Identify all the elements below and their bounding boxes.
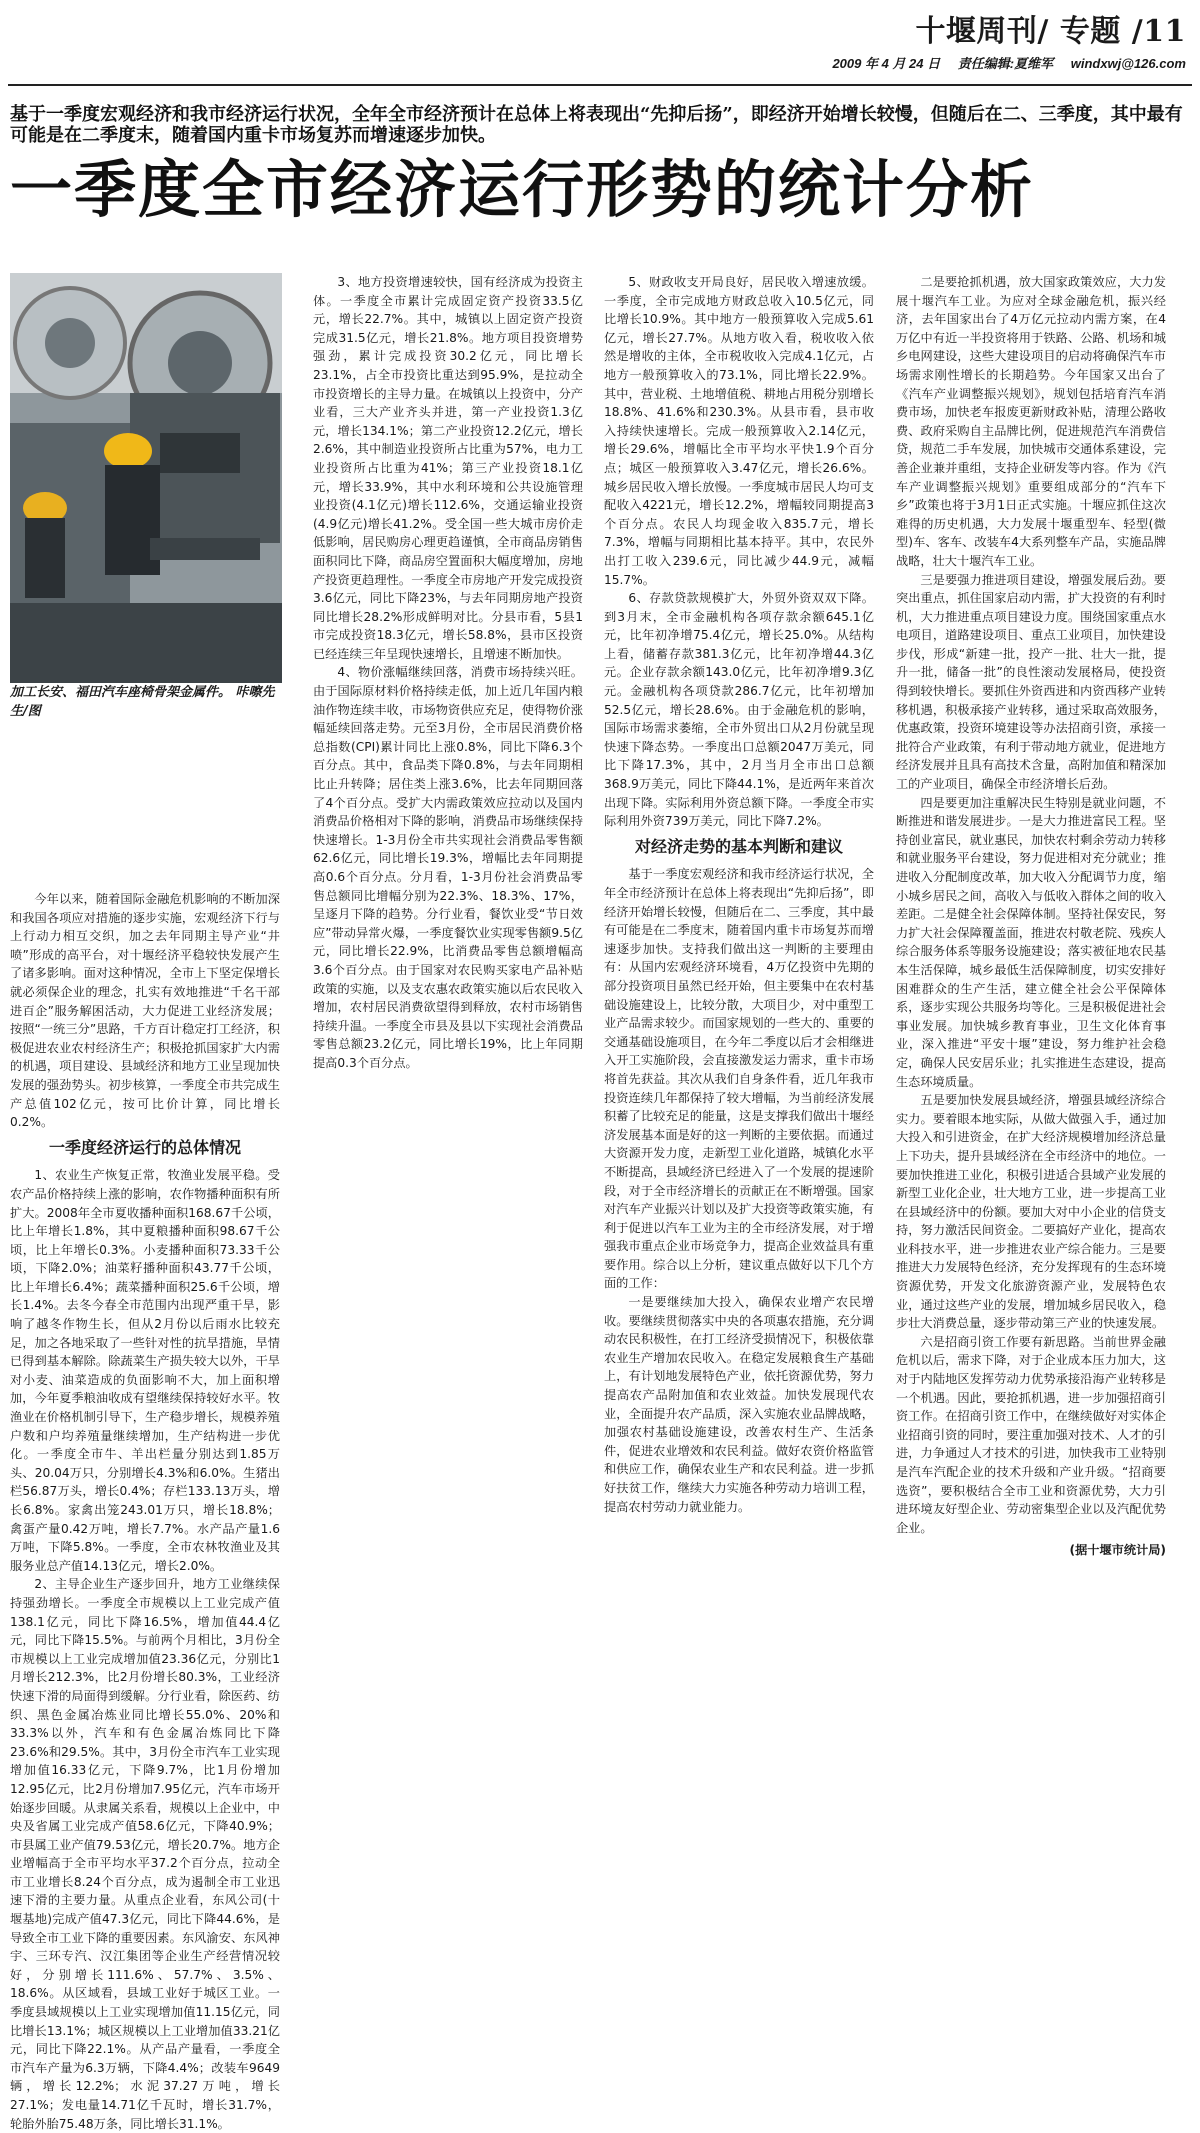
paragraph-finance: 5、财政收支开局良好，居民收入增速放缓。一季度，全市完成地方财政总收入10.5亿元，同比增长10.9%。其中地方一般预算收入完成5.61亿元，增长27.7%。从地方收入看，税收收入依然是增收的主体，全市税收收入完成4.1亿元，占地方一般预算收入的73.1%，同比增长22.9%。其中，营业税、土地增值税、耕地占用税分别增长18.8%、41.6%和230.3%。从县市看，县市收入持续快速增长。完成一般预算收入2.14亿元，增长29.6%，增幅比全市平均水平快1.9个百分点；城区一般预算收入3.47亿元，增长26.6%。城乡居民收入增长放慢。一季度城市居民人均可支配收入4221元，增长12.2%，增幅较同期提高3个百分点。农民人均现金收入835.7元，增长7.3%，增幅与同期相比基本持平。其中，农民外出打工收入239.6元，同比减少44.9元，减幅15.7%。 bbox=[604, 275, 874, 587]
paragraph-judgement: 基于一季度宏观经济和我市经济运行状况，全年全市经济预计在总体上将表现出“先抑后扬”，即经济开始增长较慢，但随后在二、三季度，其中最有可能是在二季度末，随着国内重卡市场复苏而增速逐步加快。支持我们做出这一判断的主要理由有：从国内宏观经济环境看，4万亿投资中先期的部分投资项目虽然已经开始，但主要集中在农村基础设施建设上，比较分散，大项目少，对中重型工业产品需求较少。而国家规划的一些大的、重要的交通基础设施项目，在今年二季度以后才会相继进入开工实施阶段，会直接激发运力需求，重卡市场将首先获益。其次从我们自身条件看，近几年我市投资连续几年都保持了较大增幅，为当前经济发展积蓄了比较充足的能量，这是支撑我们做出十堰经济发展基本面是好的这一判断的主要依据。而通过大资源开发力度，走新型工业化道路，城镇化水平不断提高，县域经济已经进入了一个发展的提速阶段，对于全市经济增长的贡献正在不断增强。国家对汽车产业振兴计划以及扩大投资等政策实施，有利于促进以汽车工业为主的全市经济发展，对于增强我市重点企业市场竞争力，提高企业效益具有重要作用。综合以上分析，建议重点做好以下几个方面的工作： bbox=[604, 867, 874, 1291]
header-rule bbox=[8, 84, 1192, 86]
factory-photo bbox=[10, 273, 282, 683]
article-deck: 基于一季度宏观经济和我市经济运行状况，全年全市经济预计在总体上将表现出“先抑后扬”，即经济开始增长较慢，但随后在二、三季度，其中最有可能是在二季度末，随着国内重卡市场复苏而增速逐步加快。 bbox=[10, 104, 1183, 146]
paragraph-deposits: 6、存款贷款规模扩大，外贸外资双双下降。到3月末，全市金融机构各项存款余额645.1亿元，比年初净增75.4亿元，增长25.0%。从结构上看，储蓄存款381.3亿元，比年初净增44.3亿元。企业存款余额143.0亿元，比年初净增9.3亿元。金融机构各项贷款286.7亿元，比年初增加52.5亿元，增长28.6%。由于金融危机的影响，国际市场需求萎缩，全市外贸出口从2月份就呈现快速下降态势。一季度出口总额2047万美元，同比下降17.3%，其中，2月当月全市出口总额368.9万美元，同比下降44.1%，是近两年来首次出现下降。实际利用外资总额下降。一季度全市实际利用外资739万美元，同比下降7.2%。 bbox=[604, 591, 874, 829]
column-3 bbox=[604, 273, 874, 1735]
paragraph-prices: 4、物价涨幅继续回落，消费市场持续兴旺。由于国际原材料价格持续走低，加上近几年国内粮油作物连续丰收，市场物资供应充足，使得物价涨幅延续回落走势。元至3月份，全市居民消费价格总指数(CPI)累计同比上涨0.8%，同比下降6.3个百分点。其中，食品类下降0.8%，与去年同期相比止升转降；居住类上涨3.6%，比去年同期回落了4个百分点。受扩大内需政策效应拉动以及国内消费品价格相对下降的影响，消费品市场继续保持快速增长。1-3月份全市共实现社会消费品零售额62.6亿元，同比增长19.3%，增幅比去年同期提高0.6个百分点。分月看，1-3月份社会消费品零售总额同比增幅分别为22.3%、18.3%、17%，呈逐月下降的趋势。分行业看，餐饮业受“节日效应”带动异常火爆，一季度餐饮业实现零售额9.5亿元，同比增长22.9%，比消费品零售总额增幅高3.6个百分点。由于国家对农民购买家电产品补贴政策的实施，以及支农惠农政策实施以后农民收入增加，农村居民消费欲望得到释放，农村市场销售持续升温。一季度全市县及县以下实现社会消费品零售总额23.2亿元，同比增长19%，比上年同期提高0.3个百分点。 bbox=[313, 665, 583, 1070]
article-headline: 一季度全市经济运行形势的统计分析 bbox=[10, 153, 1035, 226]
paragraph-livelihood-advice: 四是要更加注重解决民生特别是就业问题，不断推进和谐发展进步。一是大力推进富民工程。坚持创业富民，就业惠民，加快农村剩余劳动力转移和就业服务平台建设，努力促进相对充分就业；推进收入分配制度改革，加大收入分配调节力度，缩小城乡居民之间，高收入与低收入群体之间的收入差距。二是健全社会保障体制。坚持社保安民，努力扩大社会保障覆盖面，推进农村敬老院、残疾人综合服务体系等服务设施建设；落实被征地农民基本生活保障，城乡最低生活保障制度，切实安排好困难群众的生产生活，建立健全社会公平保障体系，逐步实现公共服务均等化。三是积极促进社会事业发展。加快城乡教育事业，卫生文化体育事业，深入推进“平安十堰”建设，努力维护社会稳定，确保人民安居乐业；扎实推进生态建设，提高生态环境质量。 bbox=[896, 795, 1166, 1089]
paragraph-agri-advice: 一是要继续加大投入，确保农业增产农民增收。要继续贯彻落实中央的各项惠农措施，充分调动农民积极性，在打工经济受损情况下，积极依靠农业生产增加农民收入。在稳定发展粮食生产基础上，有计划地发展特色产业，依托资源优势，努力提高农产品附加值和农业效益。加快发展现代农业，全面提升农产品质，深入实施农业品牌战略，加强农村基础设施建设，改善农村生产、生活条件，促进农业增效和农民利益。做好农资价格监管和供应工作，确保农业生产和农民利益。进一步抓好扶贫工作，继续大力实施各种劳动力培训工程，提高农村劳动力就业能力。 bbox=[604, 1295, 874, 1514]
paragraph-agriculture: 1、农业生产恢复正常，牧渔业发展平稳。受农产品价格持续上涨的影响，农作物播种面积有所扩大。2008年全市夏收播种面积168.67千公顷，比上年增长1.8%，其中夏粮播种面积98.67千公顷，比上年增长0.3%。小麦播种面积73.33千公顷，下降2.0%；油菜籽播种面积43.77千公顷，比上年增长6.4%；蔬菜播种面积25.6千公顷，增长1.4%。去冬今春全市范围内出现严重干旱，影响了越冬作物生长，但从2月份以后雨水比较充足，加之各地采取了一些针对性的抗旱措施，旱情已得到基本解除。除蔬菜生产损失较大以外，干旱对小麦、油菜造成的负面影响不大，加上面积增加，今年夏季粮油收成有望继续保持较好水平。牧渔业在价格机制引导下，生产稳步增长，规模养殖户数和户均养殖量继续增加，生产结构进一步优化。一季度全市牛、羊出栏量分别达到1.85万头、20.04万只，分别增长4.3%和6.0%。生猪出栏56.87万头，增长0.4%；存栏133.13万头，增长6.8%。家禽出笼243.01万只，增长18.8%；禽蛋产量0.42万吨，增长7.7%。水产品产量1.6万吨，下降5.8%。一季度，全市农林牧渔业及其服务业总产值14.13亿元，增长2.0%。 bbox=[10, 1168, 280, 1573]
publication-title: 十堰周刊/ 专题 /11 bbox=[915, 14, 1186, 49]
paragraph-intro: 今年以来，随着国际金融危机影响的不断加深和我国各项应对措施的逐步实施，宏观经济下行与上行动力相互交织，加之去年同期主导产业“井喷”形成的高平台，对十堰经济平稳较快发展产生了诸多影响。面对这种情况，全市上下坚定保增长就必须保企业的理念，扎实有效地推进“千名干部进百企”服务解困活动，大力促进工业经济发展；按照“一统三分”思路，千方百计稳定打工经济，积极促进农业农村经济生产；积极抢抓国家扩大内需的机遇，项目建设、县域经济和地方工业呈现加快发展的强劲势头。初步核算，一季度全市共完成生产总值102亿元，按可比价计算，同比增长0.2%。 bbox=[10, 892, 280, 1130]
paragraph-auto-advice: 二是要抢抓机遇，放大国家政策效应，大力发展十堰汽车工业。为应对全球金融危机，振兴经济，去年国家出台了4万亿元拉动内需方案，在4万亿中有近一半投资将用于铁路、公路、机场和城乡电网建设，这些大建设项目的启动将确保汽车市场需求刚性增长的长期趋势。今年国家又出台了《汽车产业调整振兴规划》，规划包括培育汽车消费市场，加快老车报废更新财政补贴，清理公路收费、政府采购自主品牌比例，促进规范汽车消费信贷，规范二手车发展，加快城市交通体系建设，完善企业兼并重组，支持企业研发等内容。作为《汽车产业调整振兴规划》重要组成部分的“汽车下乡”政策也将于3月1日正式实施。十堰应抓住这次难得的历史机遇，大力发展十堰重型车、轻型(微型)车、客车、改装车4大系列整车产品，实施品牌战略，壮大十堰汽车工业。 bbox=[896, 275, 1166, 568]
paragraph-industry: 2、主导企业生产逐步回升，地方工业继续保持强劲增长。一季度全市规模以上工业完成产值138.1亿元，同比下降16.5%，增加值44.4亿元，同比下降15.5%。与前两个月相比，3月份全市规模以上工业完成增加值23.36亿元，分别比1月增长212.3%，比2月份增长80.3%，工业经济快速下滑的局面得到缓解。分行业看，除医药、纺织、黑色金属冶炼业同比增长55.0%、20%和33.3%以外，汽车和有色金属冶炼同比下降23.6%和29.5%。其中，3月份全市汽车工业实现增加值16.33亿元，下降9.7%，比1月份增加12.95亿元，比2月份增加7.95亿元，汽车市场开始逐步回暖。从隶属关系看，规模以上企业中，中央及省属工业完成产值58.6亿元，下降40.9%；市县属工业产值79.53亿元，增长20.7%。地方企业增幅高于全市平均水平37.2个百分点，拉动全市工业增长8.24个百分点，成为遏制全市工业迅速下滑的主要力量。从重点企业看，东风公司(十堰基地)完成产值47.3亿元，同比下降44.6%，是导致全市工业下降的重要因素。东风渝安、东风神宇、三环专汽、汉江集团等企业生产经营情况较好，分别增长111.6%、57.7%、3.5%、18.6%。从区域看，县域工业好于城区工业。一季度县域规模以上工业实现增加值11.15亿元，同比增长13.1%；城区规模以上工业增加值33.21亿元，同比下降22.1%。从产品产量看，一季度全市汽车产量为6.3万辆，下降4.4%；改装车9649辆，增长12.2%；水泥37.27万吨，增长27.1%；发电量14.71亿千瓦时，增长31.7%，轮胎外胎75.48万条，同比增长31.1%。 bbox=[10, 1577, 280, 2131]
factory-photo-illustration bbox=[10, 273, 282, 683]
photo-caption: 加工长安、福田汽车座椅骨架金属件。 咔嚓先生/图 bbox=[10, 683, 282, 731]
section-heading-outlook: 对经济走势的基本判断和建议 bbox=[634, 838, 843, 856]
editor-email: windxwj@126.com bbox=[1070, 56, 1186, 71]
paragraph-project-advice: 三是要强力推进项目建设，增强发展后劲。要突出重点，抓住国家启动内需，扩大投资的有利时机，大力推进重点项目建设力度。围绕国家重点水电项目，道路建设项目、重点工业项目，加快建设步伐，形成“新建一批，投产一批、壮大一批，提升一批，储备一批”的良性滚动发展格局，使投资得到较快增长。要抓住外资西进和内资西移产业转移机遇，积极承接产业转移，通过采取高效服务，优惠政策，投资环境建设等办法招商引资，承接一批符合产业政策，有利于带动地方就业，促进地方经济发展并且具有高技术含量，高附加值和精深加工的产业项目，确保全市经济增长后劲。 bbox=[896, 572, 1166, 792]
paragraph-county-advice: 五是要加快发展县域经济，增强县域经济综合实力。要着眼本地实际，从做大做强入手，通过加大投入和引进资金，在扩大经济规模增加经济总量上下功夫，提升县域经济在全市经济中的地位。一要加快推进工业化，积极引进适合县域产业发展的新型工业化企业，壮大地方工业，进一步提高工业在县域经济中的份额。要加大对中小企业的信贷支持，努力激活民间资金。二要搞好产业化，提高农业科技水平，进一步推进农业产综合能力。三是要推进大力发展特色经济，充分发挥现有的生态环境资源优势，开发文化旅游资源产业，发展特色农业，通过这些产业的发展，增加城乡居民收入，稳步壮大消费总量，逐步带动第三产业的快速发展。 bbox=[896, 1093, 1166, 1331]
column-2 bbox=[313, 273, 583, 1735]
paragraph-investment-advice: 六是招商引资工作要有新思路。当前世界金融危机以后，需求下降，对于企业成本压力加大，这对于内陆地区发挥劳动力优势承接沿海产业转移是一个机遇。因此，要抢抓机遇，进一步加强招商引资工作。在招商引资工作中，在继续做好对实体企业招商引资的同时，要注重加强对技术、人才的引进，力争通过人才技术的引进，加快我市工业特别是汽车汽配企业的技术升级和产业升级。“招商要选资”，要积极结合全市工业和资源优势，大力引进环境友好型企业、劳动密集型企业以及汽配优势企业。 bbox=[896, 1334, 1166, 1535]
issue-info bbox=[818, 53, 1186, 72]
column-1 bbox=[10, 890, 280, 2131]
paragraph-investment: 3、地方投资增速较快，国有经济成为投资主体。一季度全市累计完成固定资产投资33.5亿元，增长22.7%。其中，城镇以上固定资产投资完成31.5亿元，增长21.8%。地方项目投资增势强劲，累计完成投资30.2亿元，同比增长23.1%，占全市投资比重达到95.9%，是拉动全市投资增长的主导力量。在城镇以上投资中，分产业看，三大产业齐头并进，第一产业投资1.3亿元，增长134.1%；第二产业投资12.2亿元，增长2.6%，其中制造业投资所占比重为57%，电力工业投资所占比重为41%；第三产业投资18.1亿元，增长33.9%，其中水利环境和公共设施管理业投资(4.1亿元)增长112.6%，交通运输业投资(4.9亿元)增长41.2%。受全国一些大城市房价走低影响，居民购房心理更趋谨慎，全市商品房销售面积同比下降，商品房空置面积大幅度增加，房地产投资更趋理性。一季度全市房地产开发完成投资3.6亿元，同比下降23%，与去年同期房地产投资同比增长28.2%形成鲜明对比。分县市看，5县1市完成投资18.3亿元，增长58.8%，县市区投资已经连续三年呈现快速增长，且增速不断加快。 bbox=[313, 275, 583, 661]
section-heading-overview: 一季度经济运行的总体情况 bbox=[48, 1139, 241, 1157]
issue-date: 2009 年 4 月 24 日 bbox=[832, 56, 941, 71]
article-source: (据十堰市统计局) bbox=[1069, 1543, 1166, 1558]
editor-credit: 责任编辑:夏维军 bbox=[957, 56, 1054, 71]
masthead bbox=[818, 6, 1186, 72]
column-4 bbox=[896, 273, 1166, 1735]
